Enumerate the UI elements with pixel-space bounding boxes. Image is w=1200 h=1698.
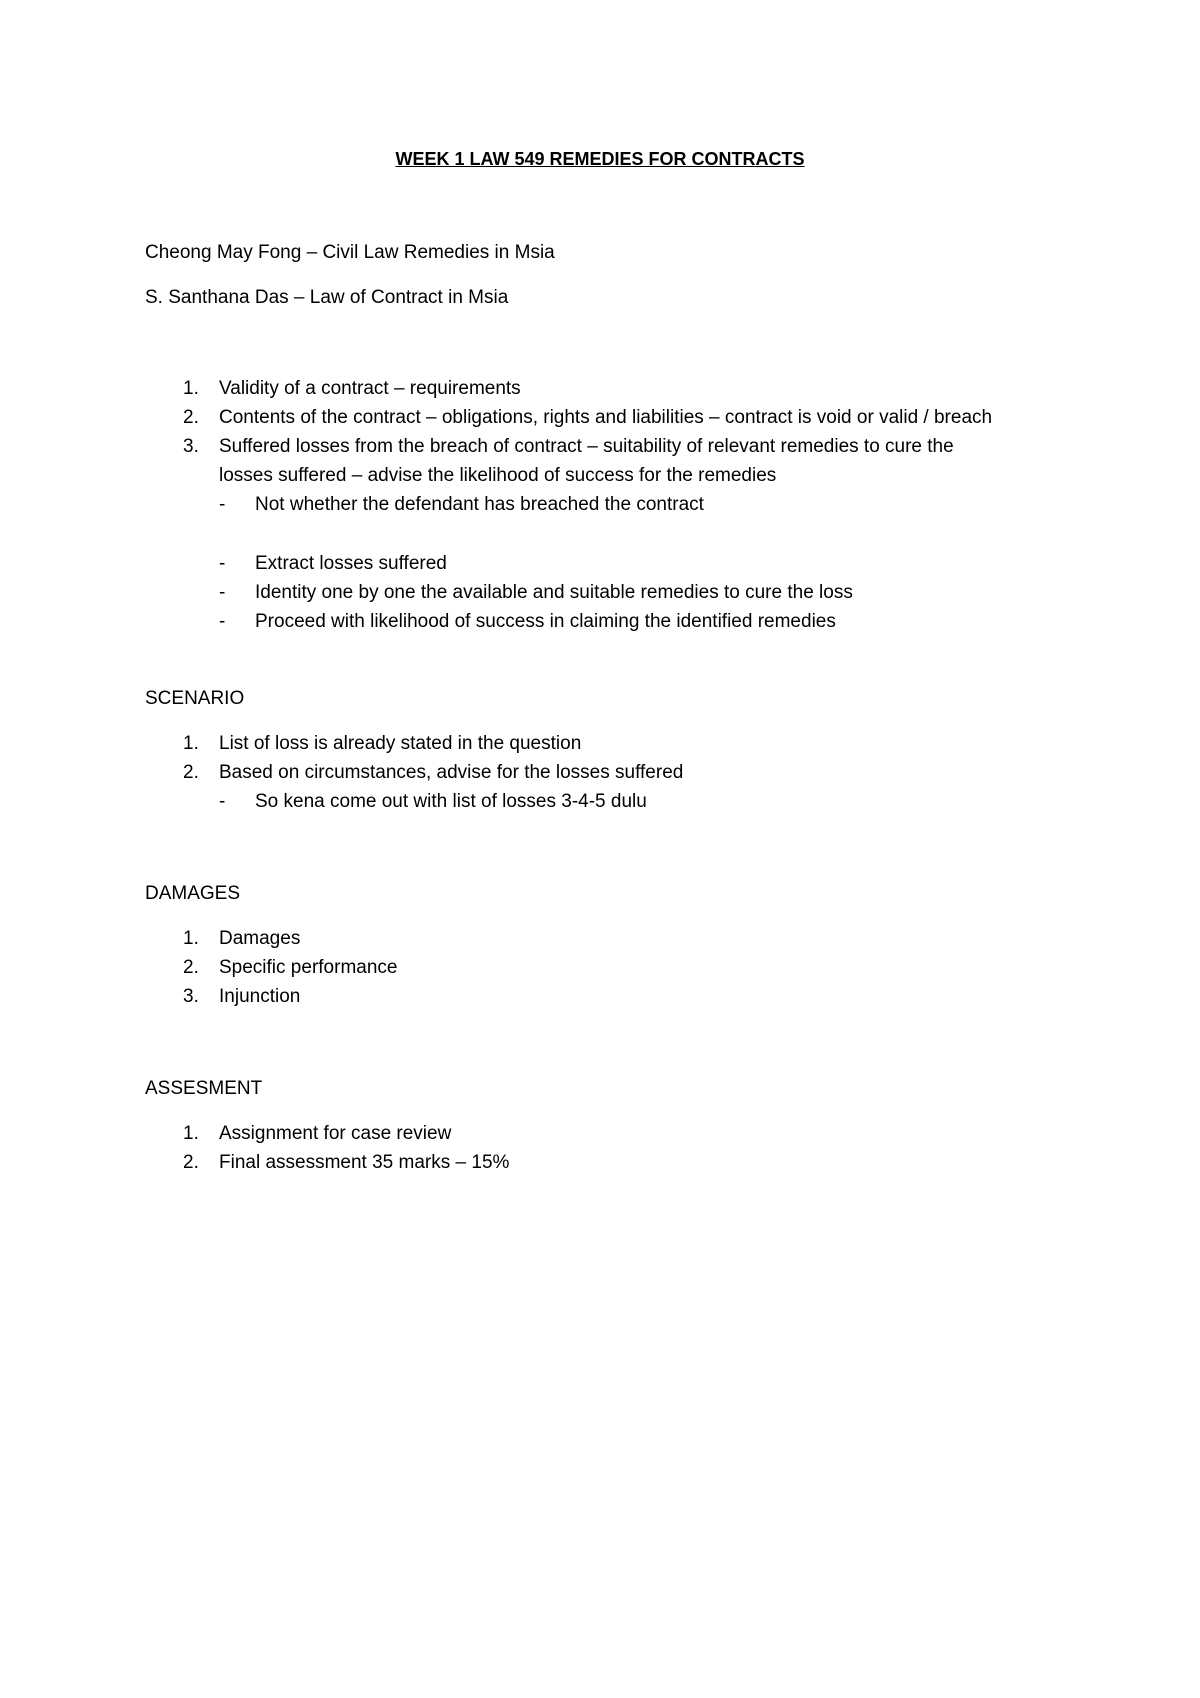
damages-heading: DAMAGES	[145, 883, 241, 904]
main-bullet-2: Extract losses suffered	[255, 553, 447, 574]
main-list-item-3-continued: losses suffered – advise the likelihood of success for the remedies	[219, 465, 777, 486]
damages-item-1: Damages	[219, 928, 301, 949]
main-bullet-1: Not whether the defendant has breached the contract	[255, 494, 704, 515]
assessment-number-1: 1.	[183, 1123, 199, 1144]
assessment-item-1: Assignment for case review	[219, 1123, 452, 1144]
scenario-bullet-1: So kena come out with list of losses 3-4-5 dulu	[255, 791, 647, 812]
scenario-number-1: 1.	[183, 733, 199, 754]
damages-number-3: 3.	[183, 986, 199, 1007]
assessment-item-2: Final assessment 35 marks – 15%	[219, 1152, 510, 1173]
scenario-item-1: List of loss is already stated in the question	[219, 733, 582, 754]
reference-2: S. Santhana Das – Law of Contract in Msia	[145, 287, 509, 308]
damages-item-3: Injunction	[219, 986, 301, 1007]
main-bullet-3: Identity one by one the available and suitable remedies to cure the loss	[255, 582, 853, 603]
main-list-number-2: 2.	[183, 407, 199, 428]
bullet-marker: -	[219, 582, 226, 603]
assessment-heading: ASSESMENT	[145, 1078, 263, 1099]
bullet-marker: -	[219, 611, 226, 632]
main-list-number-1: 1.	[183, 378, 199, 399]
scenario-heading: SCENARIO	[145, 688, 245, 709]
reference-1: Cheong May Fong – Civil Law Remedies in Msia	[145, 242, 555, 263]
assessment-number-2: 2.	[183, 1152, 199, 1173]
bullet-marker: -	[219, 791, 226, 812]
document-title: WEEK 1 LAW 549 REMEDIES FOR CONTRACTS	[395, 149, 805, 169]
main-bullet-4: Proceed with likelihood of success in claiming the identified remedies	[255, 611, 836, 632]
damages-number-2: 2.	[183, 957, 199, 978]
main-list-number-3: 3.	[183, 436, 199, 457]
damages-item-2: Specific performance	[219, 957, 398, 978]
scenario-item-2: Based on circumstances, advise for the losses suffered	[219, 762, 684, 783]
bullet-marker: -	[219, 494, 226, 515]
scenario-number-2: 2.	[183, 762, 199, 783]
main-list-item-1: Validity of a contract – requirements	[219, 378, 521, 399]
bullet-marker: -	[219, 553, 226, 574]
main-list-item-2: Contents of the contract – obligations, rights and liabilities – contract is void or valid / breach	[219, 407, 993, 428]
damages-number-1: 1.	[183, 928, 199, 949]
main-list-item-3: Suffered losses from the breach of contract – suitability of relevant remedies to cure the	[219, 436, 954, 457]
